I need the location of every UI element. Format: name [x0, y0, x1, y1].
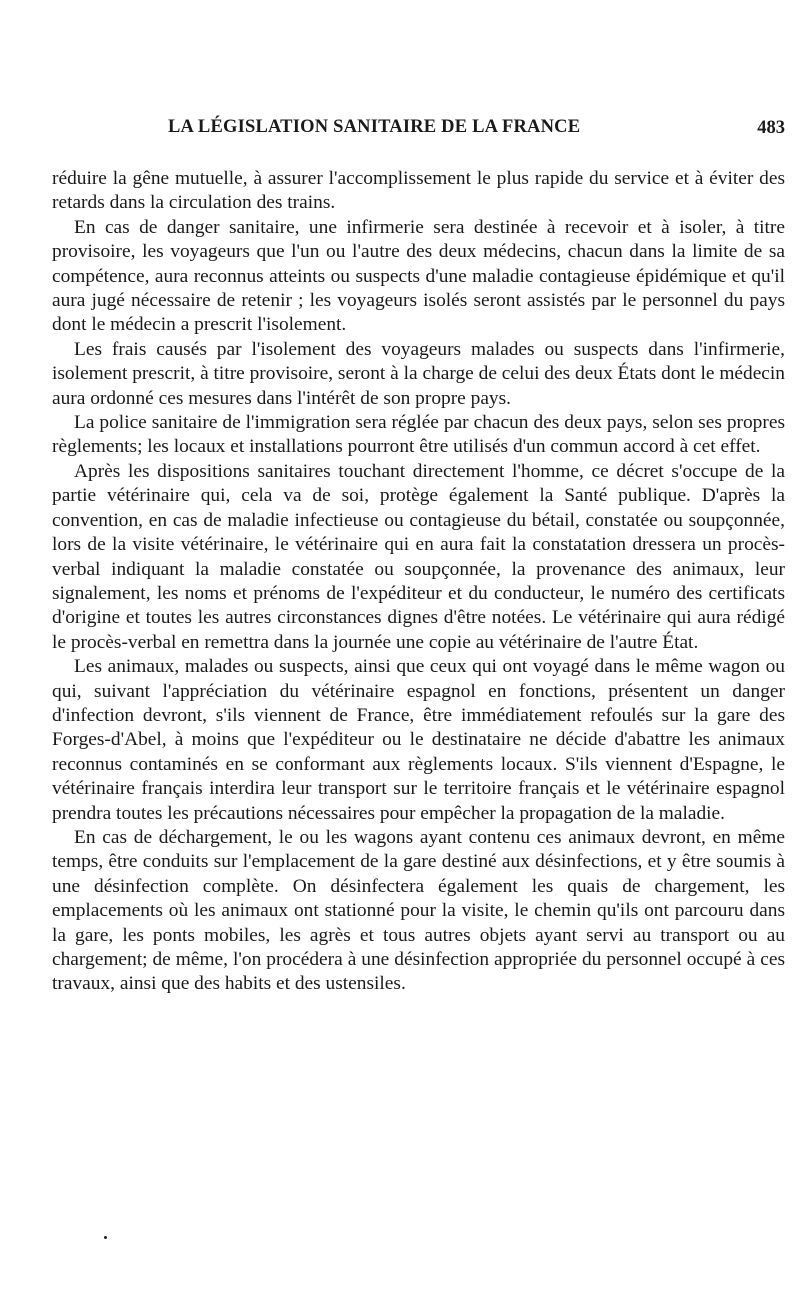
- paragraph-7: En cas de déchargement, le ou les wagons ayant contenu ces animaux devront, en même temps, être conduits sur l'emplacement de la gare destiné aux désinfections, et y être soumis à une désinfection complète. On désinfectera également les quais de chargement, les emplacements où les animaux ont stationné pour la visite, le chemin qu'ils ont parcouru dans la gare, les ponts mobiles, les agrès et tous autres objets ayant servi au transport ou au chargement; de même, l'on procédera à une désinfection appropriée du personnel occupé à ces travaux, ainsi que des habits et des ustensiles.: [52, 826, 785, 995]
- ink-speck: [104, 1236, 107, 1239]
- paragraph-5: Après les dispositions sanitaires touchant directement l'homme, ce décret s'occupe de la partie vétérinaire qui, cela va de soi, protège également la Santé publique. D'après la convention, en cas de maladie infectieuse ou contagieuse du bétail, constatée ou soupçonnée, lors de la visite vétérinaire, le vétérinaire qui en aura fait la constatation dressera un procès-verbal indiquant la maladie constatée ou soupçonnée, la provenance des animaux, leur signalement, les noms et prénoms de l'expéditeur et du conducteur, le numéro des certificats d'origine et toutes les autres circonstances dignes d'être notées. Le vétérinaire qui aura rédigé le procès-verbal en remettra dans la journée une copie au vétérinaire de l'autre État.: [52, 460, 785, 653]
- running-title: LA LÉGISLATION SANITAIRE DE LA FRANCE: [168, 117, 581, 137]
- body-text: [52, 167, 785, 997]
- paragraph-3: Les frais causés par l'isolement des voyageurs malades ou suspects dans l'infirmerie, isolement prescrit, à titre provisoire, seront à la charge de celui des deux États dont le médecin aura ordonné ces mesures dans l'intérêt de son propre pays.: [52, 338, 785, 409]
- page-number: 483: [757, 118, 785, 138]
- running-head: [52, 117, 785, 145]
- paragraph-2: En cas de danger sanitaire, une infirmerie sera destinée à recevoir et à isoler, à titre provisoire, les voyageurs que l'un ou l'autre des deux médecins, chacun dans la limite de sa compétence, aura reconnus atteints ou suspects d'une maladie contagieuse épidémique et qu'il aura jugé nécessaire de retenir ; les voyageurs isolés seront assistés par le personnel du pays dont le médecin a prescrit l'isolement.: [52, 216, 785, 336]
- paragraph-1: réduire la gêne mutuelle, à assurer l'accomplissement le plus rapide du service et à éviter des retards dans la circulation des trains.: [52, 168, 785, 214]
- paragraph-6: Les animaux, malades ou suspects, ainsi que ceux qui ont voyagé dans le même wagon ou qui, suivant l'appréciation du vétérinaire espagnol en fonctions, présentent un danger d'infection devront, s'ils viennent de France, être immédiatement refoulés sur la gare des Forges-d'Abel, à moins que l'expéditeur ou le destinataire ne décide d'abattre les animaux reconnus contaminés en se conformant aux règlements locaux. S'ils viennent d'Espagne, le vétérinaire français interdira leur transport sur le territoire français et le vétérinaire espagnol prendra toutes les précautions nécessaires pour empêcher la propagation de la maladie.: [52, 656, 785, 824]
- paragraph-4: La police sanitaire de l'immigration sera réglée par chacun des deux pays, selon ses propres règlements; les locaux et installations pourront être utilisés d'un commun accord à cet effet.: [52, 412, 785, 458]
